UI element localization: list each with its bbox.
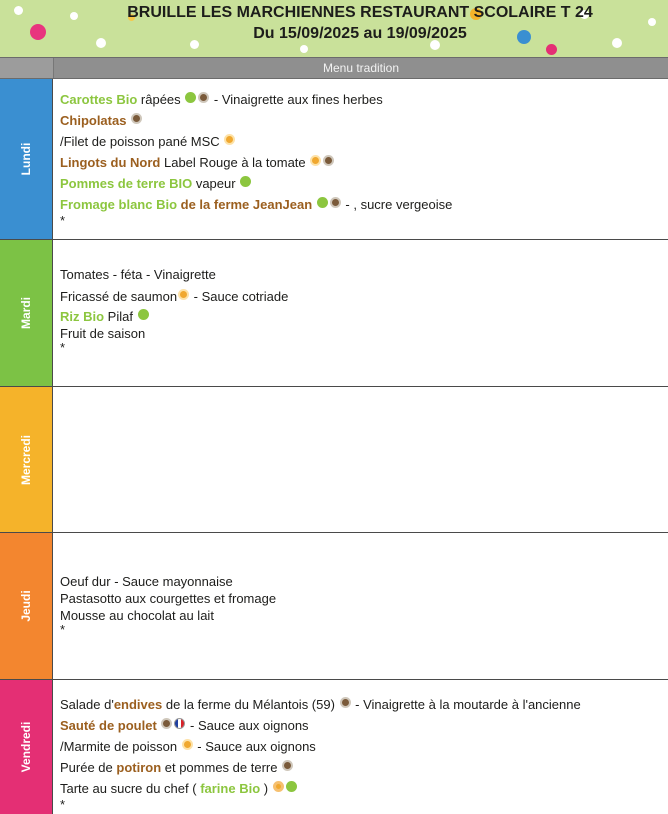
menu-header-banner	[0, 0, 668, 57]
menu-item: Salade d'endives de la ferme du Mélantois (59) - Vinaigrette à la moutarde à l'ancienne	[60, 697, 581, 712]
day-label-mercredi: Mercredi	[0, 387, 53, 532]
menu-item: Fricassé de saumon - Sauce cotriade	[60, 289, 289, 304]
menu-item: Tarte au sucre du chef ( farine Bio )	[60, 778, 664, 799]
menu-item: Fruit de saison	[60, 326, 146, 341]
menu-item: Lingots du Nord Label Rouge à la tomate	[60, 152, 664, 173]
day-row-mardi	[0, 240, 668, 387]
menu-item: /Marmite de poisson - Sauce aux oignons	[60, 739, 316, 754]
label-icon	[182, 739, 193, 750]
menu-item-asterisk: *	[60, 797, 66, 812]
local-icon	[161, 718, 172, 729]
menu-item: /Filet de poisson pané MSC	[60, 131, 664, 152]
menu-item: Fromage blanc Bio de la ferme JeanJean - , sucre vergeoise	[60, 197, 453, 212]
local-icon	[282, 760, 293, 771]
bio-icon	[138, 309, 149, 320]
menu-item: Pommes de terre BIO vapeur	[60, 173, 664, 194]
bio-icon	[317, 197, 328, 208]
bio-icon	[286, 781, 297, 792]
menu-items-lundi	[60, 89, 664, 227]
day-row-vendredi	[0, 680, 668, 814]
homemade-icon	[273, 781, 284, 792]
menu-item: Purée de potiron et pommes de terre	[60, 757, 664, 778]
menu-item: Mousse au chocolat au lait	[60, 608, 214, 623]
menu-tradition-header: Menu tradition	[54, 58, 668, 78]
day-row-lundi	[0, 79, 668, 240]
corner-cell	[0, 58, 54, 78]
date-range: Du 15/09/2025 au 19/09/2025	[253, 25, 467, 42]
bio-icon	[240, 176, 251, 187]
day-row-mercredi	[0, 387, 668, 533]
menu-item-asterisk: *	[60, 622, 66, 637]
label-icon	[310, 155, 321, 166]
day-row-jeudi	[0, 533, 668, 680]
menu-items-vendredi	[60, 694, 664, 811]
column-header-bar	[0, 57, 668, 79]
label-icon	[178, 289, 189, 300]
day-label-mardi: Mardi	[0, 240, 53, 386]
menu-items-mardi	[60, 266, 664, 354]
school-restaurant-title: BRUILLE LES MARCHIENNES RESTAURANT SCOLAIRE T 24	[127, 4, 593, 21]
menu-item: Tomates - féta - Vinaigrette	[60, 267, 216, 282]
day-label-lundi: Lundi	[0, 79, 53, 239]
menu-item-asterisk: *	[60, 213, 66, 228]
menu-item: Riz Bio Pilaf	[60, 308, 664, 325]
label-icon	[224, 134, 235, 145]
menu-item-asterisk: *	[60, 340, 66, 355]
local-icon	[340, 697, 351, 708]
local-icon	[198, 92, 209, 103]
day-label-vendredi: Vendredi	[0, 680, 53, 814]
menu-items-jeudi	[60, 573, 664, 636]
local-icon	[131, 113, 142, 124]
menu-item: Chipolatas	[60, 110, 664, 131]
bio-icon	[185, 92, 196, 103]
menu-item: Oeuf dur - Sauce mayonnaise	[60, 574, 233, 589]
local-icon	[323, 155, 334, 166]
menu-item: Sauté de poulet - Sauce aux oignons	[60, 718, 309, 733]
menu-item: Carottes Bio râpées - Vinaigrette aux fines herbes	[60, 92, 383, 107]
day-label-jeudi: Jeudi	[0, 533, 53, 679]
menu-item: Pastasotto aux courgettes et fromage	[60, 591, 277, 606]
local-icon	[330, 197, 341, 208]
france-flag-icon	[174, 718, 185, 729]
menu-title	[0, 2, 668, 44]
